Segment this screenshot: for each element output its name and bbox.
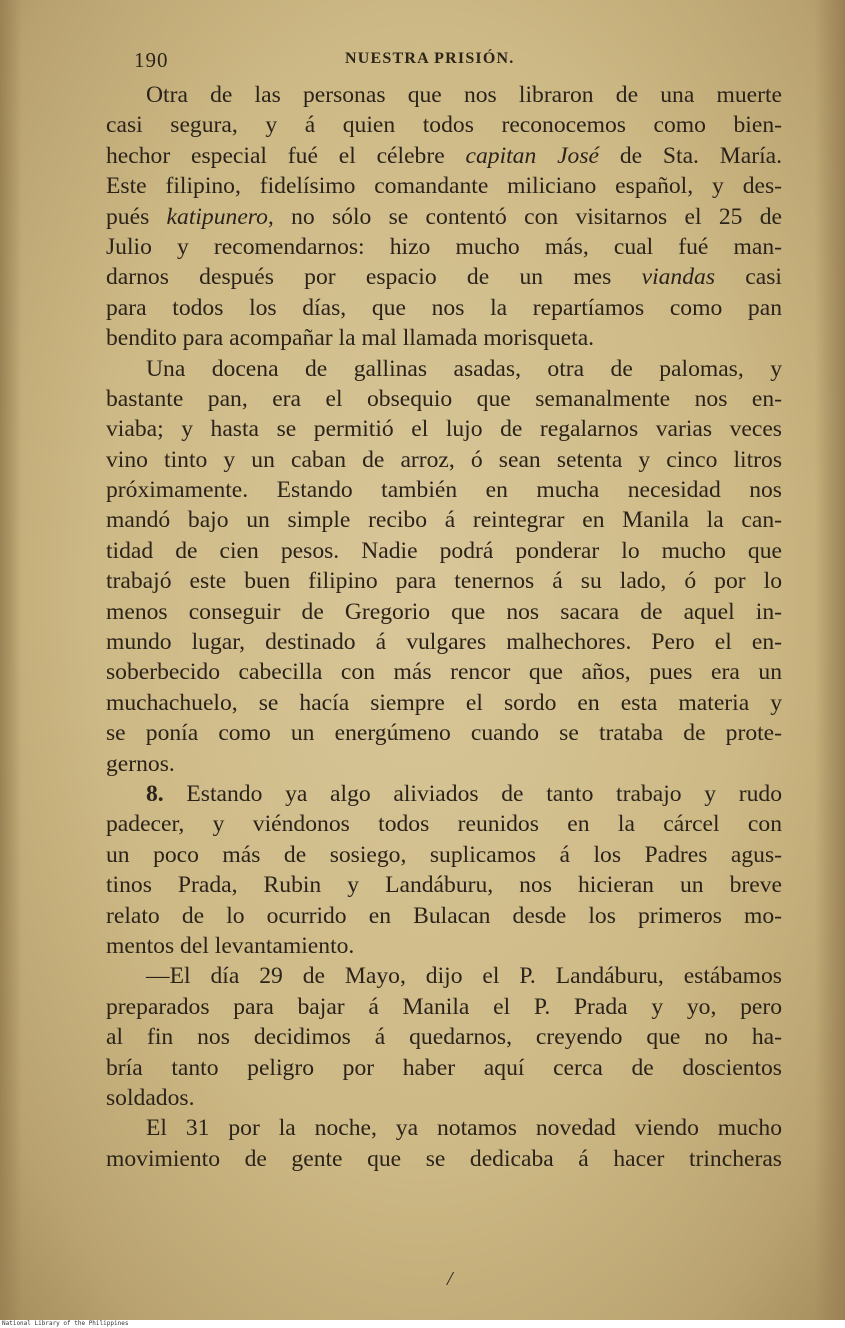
- text-line: relato de lo ocurrido en Bulacan desde los primeros mo-: [106, 902, 782, 929]
- page-edge-shadow-right: [815, 0, 845, 1320]
- text-line: próximamente. Estando también en mucha necesidad nos: [106, 477, 782, 504]
- text-line: pués katipunero, no sólo se contentó con visitarnos el 25 de: [106, 203, 782, 230]
- text-line: casi segura, y á quien todos reconocemos como bien-: [106, 112, 782, 139]
- text-line: padecer, y viéndonos todos reunidos en la cárcel con: [106, 811, 782, 838]
- text-line: para todos los días, que nos la repartíamos como pan: [106, 294, 782, 321]
- text-line: soberbecido cabecilla con más rencor que años, pues era un: [106, 659, 782, 686]
- bottom-mark: /: [447, 1268, 453, 1290]
- text-line: soldados.: [106, 1084, 195, 1111]
- italic-name: capitan José: [465, 142, 600, 169]
- text-line: Este filipino, fidelísimo comandante miliciano español, y des-: [106, 173, 782, 200]
- body-text: [106, 80, 782, 1174]
- text-line: tidad de cien pesos. Nadie podrá ponderar lo mucho que: [106, 537, 782, 564]
- text-line: menos conseguir de Gregorio que nos sacara de aquel in-: [106, 598, 782, 625]
- text-line: bastante pan, era el obsequio que semanalmente nos en-: [106, 385, 782, 412]
- text-line: gernos.: [106, 750, 175, 777]
- text-line: tinos Prada, Rubin y Landáburu, nos hicieran un breve: [106, 872, 782, 899]
- text-line: un poco más de sosiego, suplicamos á los Padres agus-: [106, 841, 782, 868]
- running-title: NUESTRA PRISIÓN.: [345, 50, 515, 67]
- text-line: al fin nos decidimos á quedarnos, creyendo que no ha-: [106, 1024, 782, 1051]
- text-line: Una docena de gallinas asadas, otra de palomas, y: [146, 355, 782, 382]
- italic-term: katipunero,: [166, 203, 274, 230]
- text-line: mentos del levantamiento.: [106, 932, 355, 959]
- text-line: bendito para acompañar la mal llamada morisqueta.: [106, 325, 595, 352]
- text-line: mundo lugar, destinado á vulgares malhechores. Pero el en-: [106, 629, 782, 656]
- text-line: —El día 29 de Mayo, dijo el P. Landáburu, estábamos: [146, 963, 782, 990]
- text-line: darnos después por espacio de un mes viandas casi: [106, 264, 782, 291]
- text-line: Julio y recomendarnos: hizo mucho más, cual fué man-: [106, 233, 782, 260]
- text-line: El 31 por la noche, ya notamos novedad viendo mucho: [146, 1115, 782, 1142]
- text-line: mandó bajo un simple recibo á reintegrar en Manila la can-: [106, 507, 782, 534]
- running-head: [130, 48, 780, 72]
- italic-term: viandas: [641, 264, 716, 291]
- text-line: viaba; y hasta se permitió el lujo de regalarnos varias veces: [106, 416, 782, 443]
- text-line: se ponía como un energúmeno cuando se trataba de prote-: [106, 720, 782, 747]
- section-number: 8.: [146, 780, 164, 807]
- footer-credit: National Library of the Philippines: [2, 1320, 129, 1327]
- text-line: Otra de las personas que nos libraron de una muerte: [146, 82, 782, 108]
- page-edge-shadow-left: [0, 0, 22, 1320]
- text-line: preparados para bajar á Manila el P. Prada y yo, pero: [106, 993, 782, 1020]
- text-line: trabajó este buen filipino para tenernos á su lado, ó por lo: [106, 568, 782, 595]
- text-line: hechor especial fué el célebre capitan José de Sta. María.: [106, 142, 782, 169]
- text-line: movimiento de gente que se dedicaba á hacer trincheras: [106, 1145, 782, 1172]
- page-number: 190: [134, 48, 169, 72]
- text-line: bría tanto peligro por haber aquí cerca de doscientos: [106, 1054, 782, 1081]
- text-line: vino tinto y un caban de arroz, ó sean setenta y cinco litros: [106, 446, 782, 473]
- text-line: muchachuelo, se hacía siempre el sordo en esta materia y: [106, 689, 782, 716]
- text-line: 8. Estando ya algo aliviados de tanto trabajo y rudo: [146, 780, 782, 807]
